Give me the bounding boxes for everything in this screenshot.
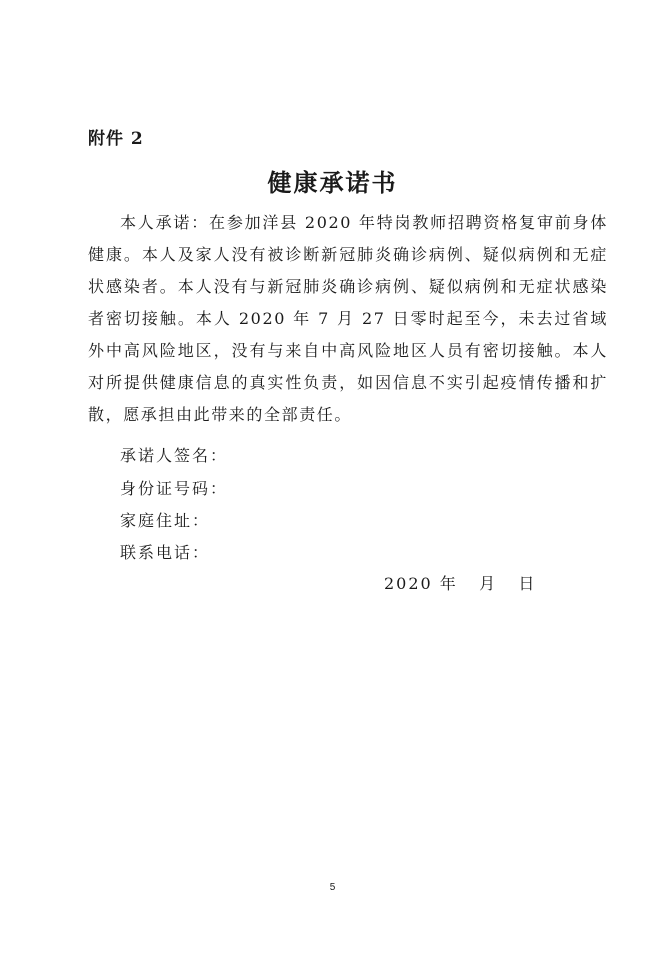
page-number: 5 — [329, 882, 336, 893]
signature-field-label: 承诺人签名： — [120, 446, 229, 465]
phone-field-label: 联系电话： — [120, 543, 211, 562]
id-number-field-label: 身份证号码： — [120, 479, 229, 498]
document-title: 健康承诺书 — [267, 168, 398, 197]
address-field-label: 家庭住址： — [120, 511, 211, 530]
attachment-label: 附件 2 — [88, 129, 144, 149]
date-line: 2020 年 月 日 — [384, 574, 537, 593]
commitment-paragraph: 本人承诺：在参加洋县 2020 年特岗教师招聘资格复审前身体健康。本人及家人没有被诊断新冠肺炎确诊病例、疑似病例和无症状感染者。本人没有与新冠肺炎确诊病例、疑似病例和无症状感染者密切接触。本人 2020 年 7 月 27 日零时起至今，未去过省域外中高风险地区，没有与来自中高风险地区人员有密切接触。本人对所提供健康信息的真实性负责，如因信息不实引起疫情传播和扩散，愿承担由此带来的全部责任。 — [88, 213, 608, 424]
